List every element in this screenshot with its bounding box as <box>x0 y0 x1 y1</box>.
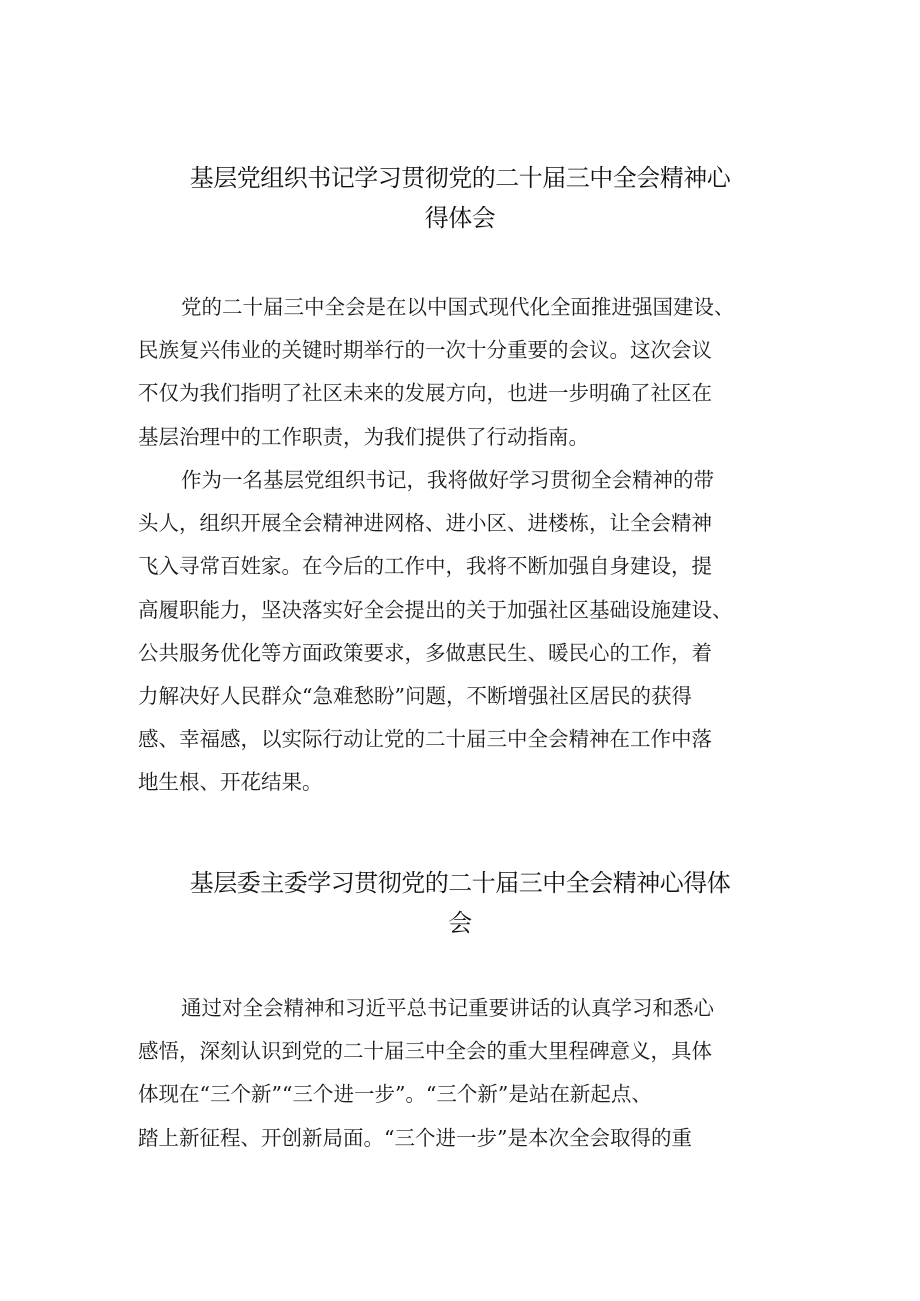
section-2-title-line-1: 基层委主委学习贯彻党的二十届三中全会精神心得体 <box>189 869 731 897</box>
paragraph-line: 高履职能力，坚决落实好全会提出的关于加强社区基础设施建设、 <box>138 597 733 622</box>
paragraph-line: 感悟，深刻认识到党的二十届三中全会的重大里程碑意义，具体 <box>138 1039 712 1064</box>
paragraph-line: 体现在“三个新”“三个进一步”。“三个新”是站在新起点、 <box>138 1082 652 1107</box>
section-1-title <box>0 158 920 238</box>
paragraph-line: 基层治理中的工作职责，为我们提供了行动指南。 <box>138 424 589 449</box>
paragraph-line: 力解决好人民群众“急难愁盼”问题，不断增强社区居民的获得 <box>138 684 692 709</box>
section-2-paragraph-1 <box>138 987 798 1160</box>
section-1-title-line-1: 基层党组织书记学习贯彻党的二十届三中全会精神心 <box>189 164 731 192</box>
section-1-paragraph-1 <box>138 286 798 459</box>
section-1-title-line-2: 得体会 <box>424 204 496 232</box>
paragraph-line: 不仅为我们指明了社区未来的发展方向，也进一步明确了社区在 <box>138 381 712 406</box>
section-2-title-line-2: 会 <box>448 909 472 937</box>
section-2-title <box>0 863 920 943</box>
paragraph-line: 头人，组织开展全会精神进网格、进小区、进楼栋，让全会精神 <box>138 511 712 536</box>
paragraph-line: 作为一名基层党组织书记，我将做好学习贯彻全会精神的带 <box>181 468 714 492</box>
paragraph-line: 公共服务优化等方面政策要求，多做惠民生、暖民心的工作，着 <box>138 640 712 665</box>
paragraph-line: 民族复兴伟业的关键时期举行的一次十分重要的会议。这次会议 <box>138 338 712 363</box>
paragraph-line: 党的二十届三中全会是在以中国式现代化全面推进强国建设、 <box>181 295 735 319</box>
paragraph-line: 感、幸福感，以实际行动让党的二十届三中全会精神在工作中落 <box>138 727 712 752</box>
paragraph-line: 踏上新征程、开创新局面。“三个进一步”是本次全会取得的重 <box>138 1125 692 1150</box>
paragraph-line: 地生根、开花结果。 <box>138 770 323 795</box>
paragraph-line: 飞入寻常百姓家。在今后的工作中，我将不断加强自身建设，提 <box>138 554 712 579</box>
paragraph-line: 通过对全会精神和习近平总书记重要讲话的认真学习和悉心 <box>181 996 714 1020</box>
section-1-paragraph-2 <box>138 459 798 805</box>
